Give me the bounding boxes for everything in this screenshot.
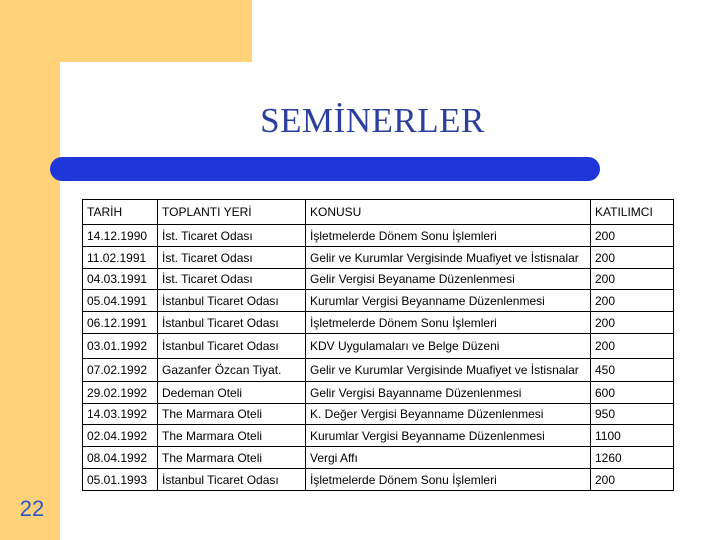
table-row (83, 225, 674, 247)
cell-topic: Gelir Vergisi Beyaname Düzenlenmesi (306, 269, 591, 290)
slide-title: SEMİNERLER (260, 101, 485, 140)
cell-topic: Gelir ve Kurumlar Vergisinde Muafiyet ve İstisnalar (306, 247, 591, 269)
cell-topic: Kurumlar Vergisi Beyanname Düzenlenmesi (306, 425, 591, 447)
cell-participants: 450 (591, 359, 674, 382)
cell-venue: The Marmara Oteli (158, 425, 306, 447)
table-row (83, 269, 674, 290)
table-row (83, 469, 674, 491)
cell-venue: İst. Ticaret Odası (158, 269, 306, 290)
cell-venue: The Marmara Oteli (158, 447, 306, 469)
table-row (83, 359, 674, 382)
table-row (83, 447, 674, 469)
title-underline-bar (60, 157, 600, 181)
cell-topic: Vergi Affı (306, 447, 591, 469)
cell-date: 05.04.1991 (83, 290, 158, 312)
cell-date: 08.04.1992 (83, 447, 158, 469)
cell-participants: 200 (591, 225, 674, 247)
cell-date: 05.01.1993 (83, 469, 158, 491)
cell-topic: Kurumlar Vergisi Beyanname Düzenlenmesi (306, 290, 591, 312)
cell-date: 02.04.1992 (83, 425, 158, 447)
table-row (83, 334, 674, 359)
header-participants: KATILIMCI (591, 200, 674, 225)
cell-participants: 200 (591, 269, 674, 290)
table-row (83, 382, 674, 404)
cell-participants: 600 (591, 382, 674, 404)
seminar-table (82, 199, 674, 491)
cell-topic: İşletmelerde Dönem Sonu İşlemleri (306, 225, 591, 247)
header-date: TARİH (83, 200, 158, 225)
cell-date: 07.02.1992 (83, 359, 158, 382)
cell-participants: 200 (591, 334, 674, 359)
cell-topic: İşletmelerde Dönem Sonu İşlemleri (306, 312, 591, 334)
cell-participants: 950 (591, 404, 674, 425)
cell-topic: İşletmelerde Dönem Sonu İşlemleri (306, 469, 591, 491)
cell-venue: The Marmara Oteli (158, 404, 306, 425)
cell-venue: İstanbul Ticaret Odası (158, 312, 306, 334)
cell-venue: İst. Ticaret Odası (158, 247, 306, 269)
cell-venue: İstanbul Ticaret Odası (158, 290, 306, 312)
left-accent-band (0, 0, 60, 540)
cell-topic: K. Değer Vergisi Beyanname Düzenlenmesi (306, 404, 591, 425)
cell-venue: İst. Ticaret Odası (158, 225, 306, 247)
table-row (83, 290, 674, 312)
table-body (83, 225, 674, 491)
top-accent-band (0, 0, 252, 62)
cell-participants: 200 (591, 469, 674, 491)
cell-participants: 1100 (591, 425, 674, 447)
cell-date: 06.12.1991 (83, 312, 158, 334)
cell-date: 03.01.1992 (83, 334, 158, 359)
cell-topic: Gelir Vergisi Bayanname Düzenlenmesi (306, 382, 591, 404)
cell-participants: 200 (591, 290, 674, 312)
table-row (83, 425, 674, 447)
cell-date: 04.03.1991 (83, 269, 158, 290)
cell-date: 14.12.1990 (83, 225, 158, 247)
cell-participants: 200 (591, 247, 674, 269)
cell-topic: Gelir ve Kurumlar Vergisinde Muafiyet ve İstisnalar (306, 359, 591, 382)
cell-date: 29.02.1992 (83, 382, 158, 404)
cell-venue: Gazanfer Özcan Tiyat. (158, 359, 306, 382)
cell-date: 11.02.1991 (83, 247, 158, 269)
cell-participants: 200 (591, 312, 674, 334)
cell-venue: İstanbul Ticaret Odası (158, 469, 306, 491)
cell-venue: İstanbul Ticaret Odası (158, 334, 306, 359)
cell-venue: Dedeman Oteli (158, 382, 306, 404)
cell-participants: 1260 (591, 447, 674, 469)
page-number: 22 (19, 496, 45, 521)
table-header-row (83, 200, 674, 225)
cell-topic: KDV Uygulamaları ve Belge Düzeni (306, 334, 591, 359)
table-row (83, 247, 674, 269)
table-row (83, 312, 674, 334)
cell-date: 14.03.1992 (83, 404, 158, 425)
header-venue: TOPLANTI YERİ (158, 200, 306, 225)
header-topic: KONUSU (306, 200, 591, 225)
table-row (83, 404, 674, 425)
